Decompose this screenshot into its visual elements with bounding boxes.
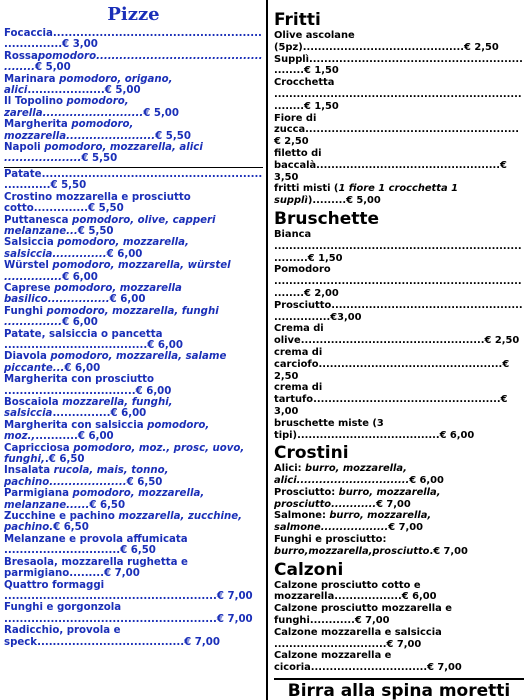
- beer-banner: Birra alla spina moretti: [274, 678, 524, 700]
- menu-item: [274, 627, 524, 651]
- menu-item-desc: pomodoro, zarella..........................: [4, 96, 144, 119]
- menu-item-name: Salsiccia: [4, 237, 58, 249]
- menu-item-price: € 3,00: [274, 394, 508, 417]
- menu-item-price: € 2,50: [484, 335, 520, 347]
- menu-item-desc: burro, mozzarella, alici..............................: [274, 463, 410, 487]
- menu-item-name: Funghi: [4, 305, 47, 317]
- menu-item-name: Calzone prosciutto mozzarella e funghi............: [274, 603, 452, 627]
- menu-item-name: Fiore di zucca.........................................................: [274, 112, 519, 136]
- menu-item-price: € 1,50: [307, 252, 343, 264]
- menu-item: [4, 511, 263, 534]
- menu-item-price: € 7,00: [216, 590, 253, 602]
- menu-item-name: Margherita: [4, 119, 72, 131]
- menu-item-desc: pomodoro, olive, capperi melanzane...: [4, 214, 216, 237]
- menu-item: [4, 534, 263, 557]
- menu-item-desc: pomodoro, mozzarella, alici ....................: [4, 142, 203, 165]
- menu-item-price: .€ 7,00: [429, 545, 468, 557]
- menu-item-name: Napoli: [4, 142, 45, 154]
- menu-item-name: crema di tartufo..................................................: [274, 382, 501, 406]
- menu-item: [274, 264, 524, 299]
- calzoni-list: [274, 580, 524, 674]
- menu-item-desc: pomodoro, mozzarella, würstel ...............: [4, 260, 231, 283]
- menu-item: [274, 510, 524, 534]
- menu-item-price: € 5,50: [81, 153, 118, 165]
- menu-item-name: bruschette miste (3 tipi)......................................: [274, 417, 440, 441]
- menu-item-price: .......€ 5,50: [23, 180, 87, 192]
- menu-item: [4, 96, 263, 119]
- menu-item: [4, 397, 263, 420]
- menu-item: [274, 229, 524, 264]
- menu-item-price: € 3,50: [274, 159, 507, 183]
- menu-item: [274, 463, 524, 487]
- menu-item-price: € 6,00: [409, 475, 444, 487]
- menu-item-name: Supplì...........................................................: [274, 53, 523, 77]
- menu-item-name: Margherita con salsiccia: [4, 419, 148, 431]
- menu-item-name: Bianca ...........................................................................: [274, 228, 522, 264]
- pizze-list: [4, 28, 263, 648]
- menu-item: [4, 625, 263, 648]
- menu-item-price: € 6,50: [126, 476, 163, 488]
- menu-item-name: Olive ascolane (5pz)...........................................: [274, 30, 465, 53]
- menu-item-name: Zucchine e pachino: [4, 511, 119, 523]
- menu-item-name: Bresaola, mozzarella rughetta e parmigiano.........: [4, 556, 188, 580]
- menu-item-price: ......€ 1,50: [281, 65, 339, 77]
- menu-item-desc: burro, mozzarella, prosciutto............: [274, 486, 441, 510]
- menu-item: [4, 142, 263, 165]
- menu-item: [4, 51, 263, 74]
- menu-item: [274, 650, 524, 674]
- menu-item: [274, 603, 524, 627]
- menu-item-name: Funghi e gorgonzola .......................................................: [4, 602, 217, 625]
- menu-item: [274, 580, 524, 604]
- menu-item-price: ....................€ 5,00: [27, 85, 141, 97]
- menu-item: [4, 237, 263, 260]
- menu-item-price: € 7,00: [386, 638, 422, 650]
- menu-item-name: Focaccia..............................................................: [4, 28, 262, 51]
- menu-item-price: € 7,00: [354, 615, 390, 627]
- menu-item-desc: burro,mozzarella,prosciutto: [274, 545, 430, 557]
- menu-item: [4, 557, 263, 580]
- menu-item-name: Caprese: [4, 282, 55, 294]
- menu-item-name: Diavola: [4, 351, 51, 363]
- menu-item-price: € 6,00: [135, 385, 172, 397]
- menu-item-name: Parmigiana: [4, 488, 73, 500]
- menu-item-price: .......€ 3,00: [34, 39, 98, 51]
- menu-item-price: € 6,00: [62, 271, 98, 283]
- menu-item: [4, 260, 263, 283]
- menu-item-name: Prosciutto:: [274, 486, 339, 498]
- menu-item-price: € 2,50: [464, 41, 499, 53]
- menu-item: [4, 215, 263, 238]
- menu-item-name: Würstel: [4, 260, 53, 272]
- menu-item-name: Rossa: [4, 50, 38, 62]
- menu-item: [274, 347, 524, 382]
- menu-item-name: Capricciosa: [4, 442, 74, 454]
- menu-item-name: Crostino mozzarella e prosciutto cotto..............: [4, 191, 191, 215]
- menu-item-name: Insalata: [4, 465, 54, 477]
- bruschette-list: [274, 229, 524, 441]
- menu-item-name: Funghi e prosciutto:: [274, 534, 387, 546]
- menu-item: [274, 113, 524, 148]
- menu-item-name: Quattro formaggi .......................................................: [4, 579, 217, 602]
- menu-item: [4, 74, 263, 97]
- menu-item-price: € 5,50: [155, 130, 191, 142]
- menu-item-desc: pomodoro, mozzarella.......................: [4, 119, 156, 142]
- menu-item-name: Boscaiola: [4, 397, 63, 408]
- menu-item-name: Crema di olive.................................................: [274, 323, 485, 347]
- menu-item-desc: pomodoro, moz., prosc, uovo, funghi,: [4, 442, 245, 466]
- menu-item-name: Puttanesca: [4, 214, 73, 226]
- crostini-list: [274, 463, 524, 557]
- menu-item-price: € 6,00: [401, 591, 437, 603]
- menu-item: [4, 465, 263, 488]
- menu-item-name: Il Topolino: [4, 96, 67, 108]
- menu-item-price: .......€3,00: [304, 311, 362, 323]
- menu-item-name: Calzone prosciutto cotto e mozzarella..................: [274, 579, 421, 603]
- menu-item: [4, 488, 263, 511]
- menu-item-price: € 7,00: [427, 662, 462, 674]
- menu-item-price: € 6,00: [106, 248, 143, 260]
- menu-item: [274, 418, 524, 442]
- menu-item-desc: burro, mozzarella, salmone..................: [274, 510, 432, 534]
- fritti-list: [274, 30, 524, 207]
- menu-item-name: Crocchetta ..........................................................................: [274, 77, 522, 112]
- menu-item-name: fritti misti (: [274, 183, 339, 195]
- crostini-heading: Crostini: [274, 443, 349, 464]
- menu-item-price: € 6,00: [62, 317, 98, 329]
- menu-item-price: € 5,00: [143, 107, 179, 119]
- menu-item-price: € 2,50: [274, 136, 309, 148]
- menu-item-price: € 6,00: [439, 429, 475, 441]
- menu-item-price: € 1,50: [304, 100, 339, 112]
- menu-item: [4, 580, 263, 603]
- menu-item: [4, 602, 263, 625]
- menu-item: [274, 77, 524, 112]
- menu-item-name: Calzone mozzarella e salsiccia ..............................: [274, 626, 442, 650]
- menu-item-price: .€ 6,50: [44, 454, 85, 466]
- menu-item: [4, 443, 263, 466]
- menu-item: [4, 329, 263, 352]
- menu-item: [274, 534, 524, 558]
- menu-item-desc: pomodoro, mozzarella basilico................: [4, 282, 182, 306]
- menu-item: [274, 382, 524, 417]
- menu-item-name: Pomodoro ..........................................................................: [274, 264, 522, 299]
- menu-item-desc: mozzarella, funghi, salsiccia: [4, 397, 173, 420]
- menu-item: [274, 487, 524, 511]
- menu-item: [274, 30, 524, 54]
- menu-item-price: € 7,00: [104, 568, 140, 580]
- menu-item-name: Margherita con prosciutto ..................................: [4, 374, 155, 397]
- menu-item: [4, 306, 263, 329]
- menu-item: [4, 28, 263, 51]
- menu-item-price: € 6,50: [89, 499, 126, 511]
- menu-item-desc: pomodoro, mozzarella, salame piccante...: [4, 351, 227, 374]
- calzoni-heading: Calzoni: [274, 559, 344, 580]
- menu-item-price: € 6,00: [109, 294, 146, 306]
- menu-item: [4, 119, 263, 142]
- menu-item-name: Melanzane e provola affumicata ..............................: [4, 533, 188, 557]
- menu-item-name: Radicchio, provola e speck...............................: [4, 625, 158, 648]
- menu-item: [4, 192, 263, 215]
- menu-item: [4, 374, 263, 397]
- menu-item-desc: rucola, mais, tonno, pachino....................: [4, 465, 169, 488]
- menu-item-price: € 7,00: [216, 613, 253, 625]
- menu-item-name: Patate..............................................................: [4, 168, 263, 192]
- menu-item-name: Alici:: [274, 463, 306, 475]
- menu-item-desc: pomodoro, origano, alici: [4, 73, 173, 97]
- menu-item-name: crema di carciofo.................................................: [274, 346, 503, 370]
- menu-item-price: € 5,50: [87, 203, 124, 215]
- menu-item-price: € 6,00: [147, 339, 183, 351]
- menu-item-desc: pomodoro, mozzarella, salsiccia..............: [4, 237, 189, 260]
- menu-item-price: € 7,00: [376, 498, 411, 510]
- menu-item-name: Patate, salsiccia o pancetta .....................................: [4, 328, 163, 351]
- menu-item-name: filetto di baccalà.................................................: [274, 147, 500, 171]
- right-column: [271, 0, 528, 700]
- menu-item-price: € 5,00: [34, 62, 71, 74]
- menu-item-price: ...............€ 6,00: [52, 408, 147, 420]
- menu-item-price: € 2,00: [304, 287, 339, 299]
- menu-item: [4, 351, 263, 374]
- menu-item-desc: pomodoro, moz.,: [4, 419, 210, 443]
- menu-item: [274, 300, 524, 324]
- menu-item-desc: mozzarella, zucchine, pachino.: [4, 511, 242, 534]
- fritti-heading: Fritti: [274, 10, 321, 30]
- menu-item-price: ...........€ 6,00: [35, 431, 114, 443]
- menu-item-name: Marinara: [4, 73, 60, 85]
- menu-item: [4, 283, 263, 306]
- menu-item: [274, 148, 524, 183]
- menu-item-desc: pomodoro, mozzarella, funghi ...............: [4, 305, 219, 329]
- menu-item-desc: pomodoro, mozzarella, melanzane......: [4, 488, 205, 511]
- menu-item-desc: pomodoro...................................................: [4, 50, 263, 74]
- menu-item-price: ).........€ 5,00: [307, 195, 381, 207]
- menu-item: [274, 183, 524, 207]
- menu-item-price: € 6,00: [64, 362, 101, 374]
- bruschette-heading: Bruschette: [274, 208, 380, 229]
- menu-item-price: € 7,00: [388, 522, 423, 534]
- menu-item-desc: 1 fiore 1 crocchetta 1 supplì: [274, 183, 458, 207]
- menu-item: [274, 54, 524, 78]
- menu-item-name: Calzone mozzarella e cicoria...............................: [274, 650, 428, 674]
- menu-item: [274, 323, 524, 347]
- menu-item-price: .......€ 7,00: [157, 636, 220, 648]
- menu-item-price: € 6,50: [120, 545, 156, 557]
- menu-item-price: € 5,50: [77, 225, 114, 237]
- menu-item-price: € 2,50: [274, 358, 510, 382]
- menu-item: [4, 420, 263, 443]
- pizze-heading: Pizze: [107, 4, 160, 25]
- menu-item: [4, 167, 263, 192]
- menu-item-name: Prosciutto...........................................................: [274, 299, 523, 323]
- menu-item-price: € 6,50: [53, 522, 89, 534]
- menu-item-name: Salmone:: [274, 510, 330, 522]
